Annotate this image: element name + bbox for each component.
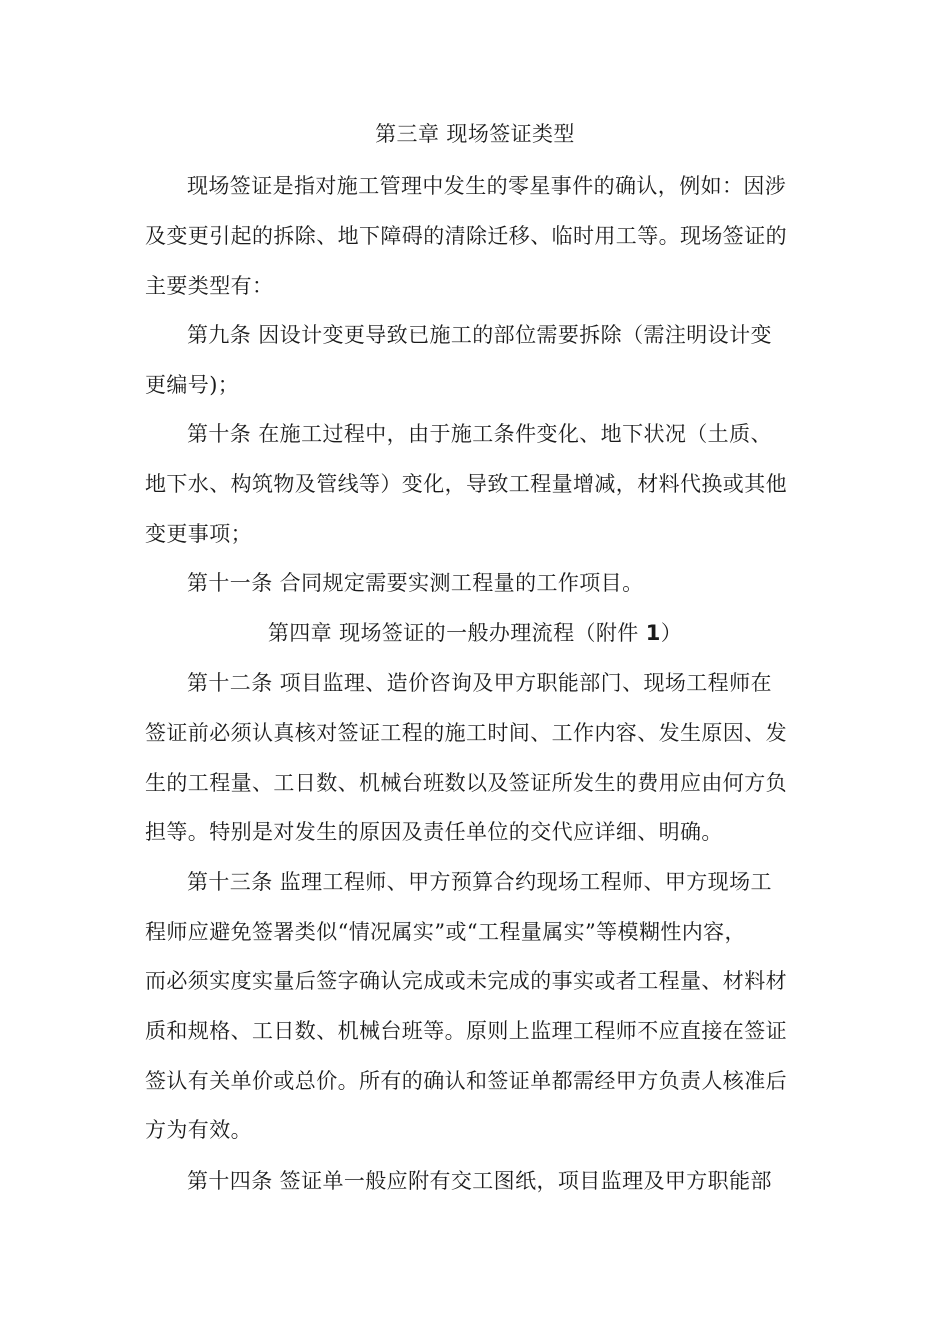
article-12-line-4: 担等。特别是对发生的原因及责任单位的交代应详细、明确。 xyxy=(145,820,723,844)
article-10-line-2: 地下水、构筑物及管线等）变化，导致工程量增减，材料代换或其他 xyxy=(145,472,787,496)
article-13-line-5: 签认有关单价或总价。所有的确认和签证单都需经甲方负责人核准后 xyxy=(145,1069,787,1093)
article-13-line-3: 而必须实度实量后签字确认完成或未完成的事实或者工程量、材料材 xyxy=(145,969,787,993)
article-11-line-1: 第十一条 合同规定需要实测工程量的工作项目。 xyxy=(187,571,644,595)
article-13-line-1: 第十三条 监理工程师、甲方预算合约现场工程师、甲方现场工 xyxy=(187,870,772,894)
article-9-line-1: 第九条 因设计变更导致已施工的部位需要拆除（需注明设计变 xyxy=(187,323,772,347)
chapter-3-intro-line-1: 现场签证是指对施工管理中发生的零星事件的确认，例如：因涉 xyxy=(187,174,787,198)
article-13-line-4: 质和规格、工日数、机械台班等。原则上监理工程师不应直接在签证 xyxy=(145,1019,787,1043)
article-12-line-1: 第十二条 项目监理、造价咨询及甲方职能部门、现场工程师在 xyxy=(187,671,772,695)
chapter-4-title-close: ） xyxy=(660,621,683,645)
article-12-line-2: 签证前必须认真核对签证工程的施工时间、工作内容、发生原因、发 xyxy=(145,721,787,745)
article-10-line-3: 变更事项； xyxy=(145,522,252,546)
chapter-3-title: 第三章 现场签证类型 xyxy=(375,122,575,146)
chapter-4-attachment-number: 1 xyxy=(645,621,661,645)
article-14-line-1: 第十四条 签证单一般应附有交工图纸，项目监理及甲方职能部 xyxy=(187,1169,772,1193)
article-13-line-6: 方为有效。 xyxy=(145,1118,252,1142)
article-13-line-2: 程师应避免签署类似“情况属实”或“工程量属实”等模糊性内容， xyxy=(145,920,746,944)
chapter-4-title xyxy=(0,618,950,648)
article-9-line-2: 更编号)； xyxy=(145,373,240,397)
chapter-4-title-text: 第四章 现场签证的一般办理流程（附件 xyxy=(267,621,646,645)
chapter-3-intro-line-3: 主要类型有： xyxy=(145,274,274,298)
chapter-3-intro-line-2: 及变更引起的拆除、地下障碍的清除迁移、临时用工等。现场签证的 xyxy=(145,224,787,248)
article-10-line-1: 第十条 在施工过程中，由于施工条件变化、地下状况（土质、 xyxy=(187,422,772,446)
article-12-line-3: 生的工程量、工日数、机械台班数以及签证所发生的费用应由何方负 xyxy=(145,771,787,795)
